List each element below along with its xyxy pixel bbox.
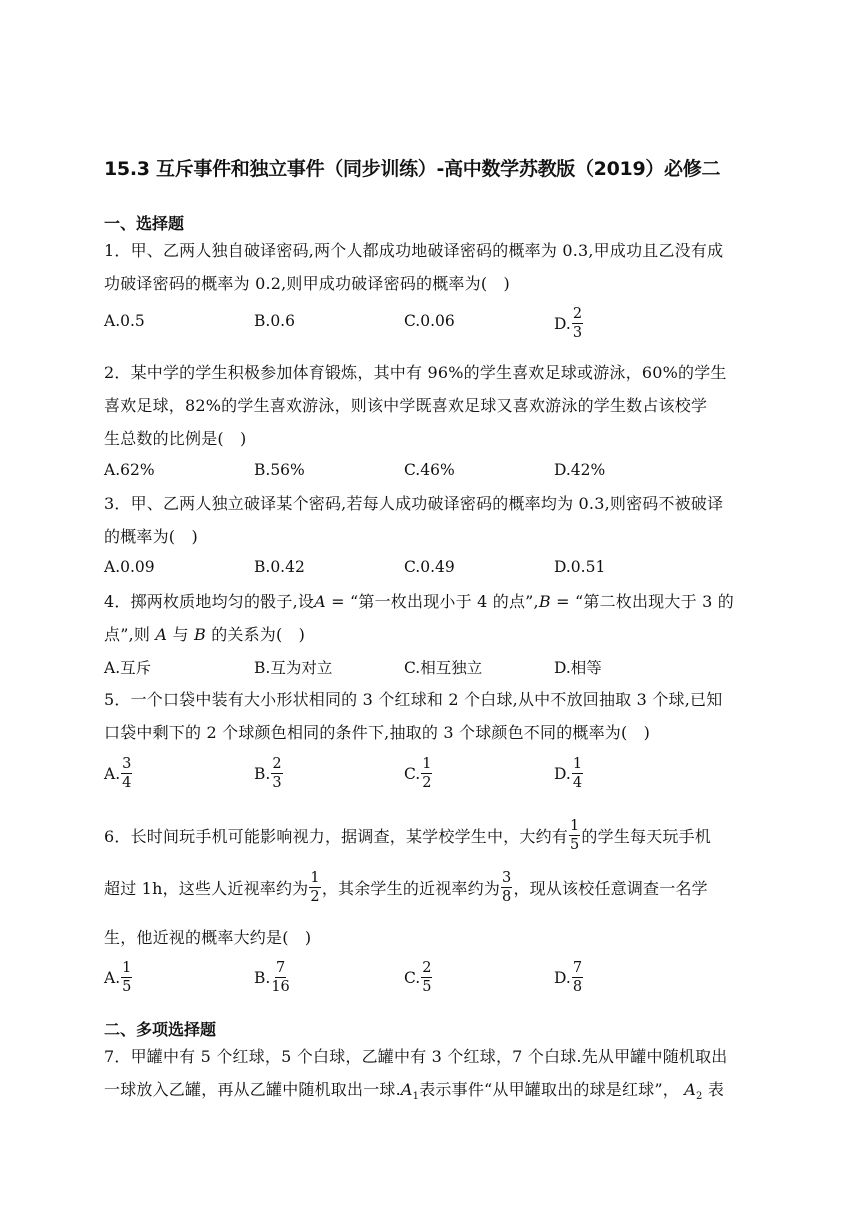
q6-text: 的学生每天玩手机 [581, 826, 712, 846]
fraction [121, 756, 132, 791]
section-heading-multiple-choice: 二、多项选择题 [104, 1020, 217, 1039]
q4-text: 的关系为( ) [211, 625, 306, 644]
option-b-prefix: B. [254, 764, 271, 783]
option-a [104, 756, 133, 791]
question-3-line-2: 的概率为( ) [104, 527, 198, 546]
option-a: A.互斥 [104, 659, 152, 677]
fraction [121, 960, 132, 995]
section-heading-choice: 一、选择题 [104, 214, 185, 233]
fraction [271, 960, 289, 995]
fraction [572, 960, 583, 995]
fraction-numerator: 1 [569, 817, 580, 834]
question-7-line-1: 7．甲罐中有 5 个红球，5 个白球，乙罐中有 3 个红球，7 个白球.先从甲罐中随机取出 [104, 1047, 728, 1066]
fraction-denominator: 2 [310, 888, 320, 905]
question-1-line-2: 功破译密码的概率为 0.2,则甲成功破译密码的概率为( ) [104, 274, 510, 293]
option-c [404, 960, 433, 995]
event-a-variable: A [314, 592, 326, 611]
option-c-prefix: C. [404, 968, 421, 987]
question-3-line-1: 3．甲、乙两人独立破译某个密码,若每人成功破译密码的概率均为 0.3,则密码不被破译 [104, 494, 724, 513]
question-2-line-2: 喜欢足球，82%的学生喜欢游泳，则该中学既喜欢足球又喜欢游泳的学生数占该校学 [104, 396, 708, 415]
fraction-numerator: 2 [572, 306, 583, 322]
question-6-line-2 [104, 866, 708, 908]
fraction-denominator: 5 [122, 979, 132, 995]
fraction-denominator: 4 [122, 775, 132, 791]
fraction-denominator: 5 [569, 836, 580, 853]
question-6-line-1 [104, 814, 711, 856]
question-4-line-1 [104, 589, 734, 612]
subscript: 1 [412, 1091, 420, 1103]
option-d-prefix: D. [554, 314, 571, 333]
question-5-line-1: 5．一个口袋中装有大小形状相同的 3 个红球和 2 个白球,从中不放回抽取 3 个球,已知 [104, 690, 723, 709]
option-d: D.0.51 [554, 558, 606, 576]
q4-text: 与 [172, 625, 189, 644]
option-c-prefix: C. [404, 764, 421, 783]
question-5-line-2: 口袋中剩下的 2 个球颜色相同的条件下,抽取的 3 个球颜色不同的概率为( ) [104, 723, 651, 742]
option-a [104, 960, 133, 995]
option-c: C.0.06 [404, 312, 455, 330]
question-1-options [104, 306, 764, 346]
page-title: 15.3 互斥事件和独立事件（同步训练）-高中数学苏教版（2019）必修二 [104, 158, 721, 180]
q6-text: 超过 1h，这些人近视率约为 [104, 878, 309, 898]
question-6-line-3: 生，他近视的概率大约是( ) [104, 928, 312, 947]
option-b: B.互为对立 [254, 659, 333, 677]
fraction [501, 870, 512, 905]
fraction-denominator: 8 [502, 888, 512, 905]
equals-sign: = [325, 592, 351, 611]
event-b-variable: B [193, 625, 206, 644]
question-7-line-2 [104, 1077, 724, 1102]
option-d-prefix: D. [554, 764, 571, 783]
option-c: C.46% [404, 461, 455, 479]
q6-text: ，其余学生的近视率约为 [321, 878, 501, 898]
option-d [554, 306, 584, 341]
option-c [404, 756, 433, 791]
q7-text: 表示事件“从甲罐取出的球是红球”， [419, 1080, 679, 1099]
subscript: 2 [696, 1091, 703, 1103]
fraction-denominator: 16 [271, 979, 290, 995]
fraction [271, 756, 282, 791]
fraction [421, 756, 432, 791]
option-a-prefix: A. [104, 764, 121, 783]
option-a-prefix: A. [104, 968, 121, 987]
option-d: D.相等 [554, 659, 602, 677]
question-4-line-2 [104, 622, 305, 645]
fraction [309, 870, 320, 905]
option-d [554, 756, 584, 791]
option-b [254, 756, 284, 791]
option-b: B.56% [254, 461, 305, 479]
fraction-numerator: 2 [272, 756, 282, 772]
fraction-numerator: 7 [572, 960, 583, 976]
option-a: A.0.5 [104, 312, 145, 330]
question-2-line-3: 生总数的比例是( ) [104, 429, 247, 448]
fraction-numerator: 1 [310, 869, 320, 886]
question-5-options [104, 756, 764, 796]
q4-text: 4．掷两枚质地均匀的骰子,设 [104, 592, 315, 611]
question-1-line-1: 1．甲、乙两人独自破译密码,两个人都成功地破译密码的概率为 0.3,甲成功且乙没有成 [104, 241, 724, 260]
option-a: A.62% [104, 461, 155, 479]
event-a-variable: A [155, 625, 168, 644]
fraction-numerator: 1 [422, 756, 432, 772]
q4-text: 点”,则 [104, 625, 151, 644]
fraction-denominator: 3 [572, 325, 583, 341]
fraction-numerator: 7 [275, 960, 286, 976]
fraction [572, 756, 583, 791]
fraction-denominator: 3 [272, 775, 282, 791]
q7-text: 表 [707, 1080, 725, 1099]
equals-sign: = [550, 592, 575, 611]
option-b [254, 960, 291, 995]
option-a: A.0.09 [104, 558, 155, 576]
fraction-numerator: 3 [122, 756, 132, 772]
q6-text: 6．长时间玩手机可能影响视力，据调查，某学校学生中，大约有 [104, 826, 568, 846]
fraction-numerator: 2 [422, 960, 432, 976]
q4-text: “第一枚出现小于 4 的点”, [350, 592, 539, 611]
option-d: D.42% [554, 461, 606, 479]
fraction-numerator: 1 [122, 960, 132, 976]
question-6-options [104, 960, 764, 1000]
option-b-prefix: B. [254, 968, 271, 987]
q4-text: “第二枚出现大于 3 的 [575, 592, 734, 611]
fraction-numerator: 3 [502, 869, 512, 886]
fraction [569, 818, 580, 853]
option-d-prefix: D. [554, 968, 571, 987]
event-a1-variable: A [400, 1080, 413, 1099]
option-c: C.相互独立 [404, 659, 483, 677]
event-b-variable: B [538, 592, 551, 611]
fraction-numerator: 1 [572, 756, 583, 772]
fraction-denominator: 5 [422, 979, 432, 995]
fraction [421, 960, 432, 995]
fraction-denominator: 2 [422, 775, 432, 791]
option-b: B.0.42 [254, 558, 305, 576]
option-c: C.0.49 [404, 558, 455, 576]
q6-text: ，现从该校任意调查一名学 [513, 878, 708, 898]
option-b: B.0.6 [254, 312, 295, 330]
q7-text: 一球放入乙罐，再从乙罐中随机取出一球. [104, 1080, 401, 1099]
question-2-line-1: 2．某中学的学生积极参加体育锻炼，其中有 96%的学生喜欢足球或游泳，60%的学生 [104, 363, 727, 382]
fraction-denominator: 8 [572, 979, 583, 995]
event-a2-variable: A [684, 1080, 697, 1099]
option-d [554, 960, 584, 995]
fraction-denominator: 4 [572, 775, 583, 791]
fraction [572, 306, 583, 341]
